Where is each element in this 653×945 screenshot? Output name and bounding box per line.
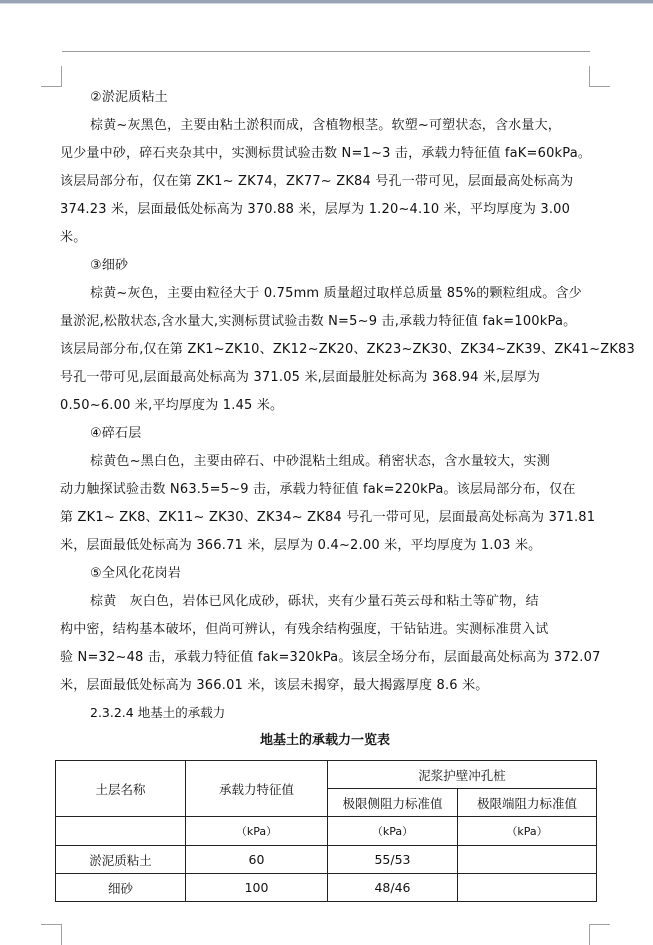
text-line: 量淤泥,松散状态,含水量大,实测标贯试验击数 N=5~9 击,承载力特征值 fak=100kPa。	[60, 314, 577, 329]
text-line: 验 N=32~48 击，承载力特征值 fak=320kPa。该层全场分布，层面最高处标高为 372.07	[60, 650, 601, 665]
text-line: 米，层面最低处标高为 366.71 米，层厚为 0.4~2.00 米，平均厚度为 1.03 米。	[60, 538, 542, 553]
header-soil-name: 土层名称	[56, 761, 186, 817]
heading-fine-sand: ③细砂	[90, 258, 129, 273]
unit-cell-empty	[56, 817, 186, 846]
text-line: 见少量中砂，碎石夹杂其中，实测标贯试验击数 N=1~3 击，承载力特征值 faK=60kPa。	[60, 146, 592, 161]
cell-soil: 细砂	[56, 874, 186, 902]
text-line: 第 ZK1~ ZK8、ZK11~ ZK30、ZK34~ ZK84 号孔一带可见，层面最高处标高为 371.81	[60, 510, 596, 525]
text-line: 棕黄 灰白色，岩体已风化成砂，砾状，夹有少量石英云母和粘土等矿物，结	[90, 594, 539, 609]
header-pile-group: 泥浆护壁冲孔桩	[328, 761, 597, 789]
text-line: 棕黄~灰色，主要由粒径大于 0.75mm 质量超过取样总质量 85%的颗粒组成。含少	[90, 286, 582, 301]
text-line: 棕黄色~黑白色，主要由碎石、中砂混粘土组成。稍密状态，含水量较大，实测	[90, 454, 550, 469]
page-header-rule	[62, 51, 590, 52]
crop-mark-bottom-right	[589, 924, 610, 945]
table-row	[56, 846, 597, 874]
crop-mark-top-right	[589, 66, 610, 87]
section-heading: 2.3.2.4 地基土的承载力	[90, 705, 226, 720]
table-row	[56, 874, 597, 902]
crop-mark-bottom-left	[41, 924, 62, 945]
unit-end: （kPa）	[458, 817, 597, 846]
cell-fak: 100	[186, 874, 328, 902]
text-line: 构中密，结构基本破坏，但尚可辨认，有残余结构强度，干钻钻进。实测标准贯入试	[60, 622, 549, 637]
cell-side: 48/46	[328, 874, 458, 902]
unit-side: （kPa）	[328, 817, 458, 846]
text-line: 该层局部分布,仅在第 ZK1~ZK10、ZK12~ZK20、ZK23~ZK30、ZK34~ZK39、ZK41~ZK83	[60, 342, 635, 357]
cell-fak: 60	[186, 846, 328, 874]
text-line: 动力触探试验击数 N63.5=5~9 击，承载力特征值 fak=220kPa。该层局部分布，仅在	[60, 482, 576, 497]
heading-gravel-layer: ④碎石层	[90, 426, 142, 441]
heading-weathered-granite: ⑤全风化花岗岩	[90, 566, 182, 581]
header-end-resistance: 极限端阻力标准值	[458, 789, 597, 817]
header-side-resistance: 极限侧阻力标准值	[328, 789, 458, 817]
unit-fak: （kPa）	[186, 817, 328, 846]
text-line: 米，层面最低处标高为 366.01 米，该层未揭穿，最大揭露厚度 8.6 米。	[60, 678, 489, 693]
text-line: 该层局部分布，仅在第 ZK1~ ZK74，ZK77~ ZK84 号孔一带可见，层面最高处标高为	[60, 174, 574, 189]
window-top-border-shadow	[0, 3, 653, 4]
cell-end	[458, 846, 597, 874]
text-line: 0.50~6.00 米,平均厚度为 1.45 米。	[60, 398, 284, 413]
text-line: 374.23 米，层面最低处标高为 370.88 米，层厚为 1.20~4.10 米，平均厚度为 3.00	[60, 202, 571, 217]
cell-end	[458, 874, 597, 902]
text-line: 号孔一带可见,层面最高处标高为 371.05 米,层面最脏处标高为 368.94 米,层厚为	[60, 370, 541, 385]
cell-soil: 淤泥质粘土	[56, 846, 186, 874]
crop-mark-top-left	[41, 66, 62, 87]
table-title: 地基土的承载力一览表	[259, 733, 390, 748]
text-line: 棕黄~灰黑色，主要由粘土淤积而成，含植物根茎。软塑~可塑状态，含水量大，	[90, 118, 561, 133]
text-line: 米。	[60, 230, 87, 245]
header-bearing-value: 承载力特征值	[186, 761, 328, 817]
document-body[interactable]	[60, 84, 635, 728]
bearing-capacity-table	[55, 760, 597, 902]
cell-side: 55/53	[328, 846, 458, 874]
heading-muddy-clay: ②淤泥质粘土	[90, 90, 168, 105]
